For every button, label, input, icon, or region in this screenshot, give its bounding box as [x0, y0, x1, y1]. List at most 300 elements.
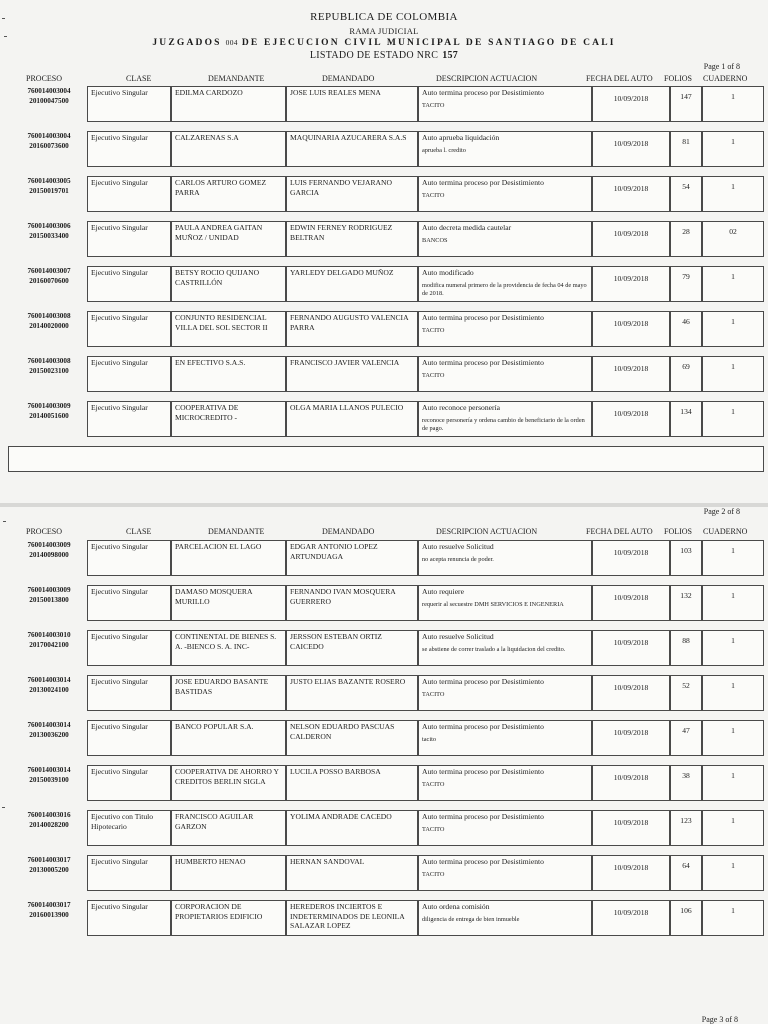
cuaderno-cell [702, 176, 764, 212]
actuacion-detail: TACITO [422, 690, 445, 698]
proceso-cell [11, 765, 87, 801]
proceso-cell [11, 131, 87, 167]
demandado-text: YARLEDY DELGADO MUÑOZ [290, 268, 394, 277]
demandado-text: EDGAR ANTONIO LOPEZ ARTUNDUAGA [290, 542, 378, 561]
actuacion-cell [418, 311, 592, 347]
folios-cell [670, 401, 702, 437]
col-proceso: PROCESO [26, 74, 63, 83]
cuaderno-text: 1 [731, 906, 735, 915]
fecha-text: 10/09/2018 [613, 409, 649, 418]
demandante-text: FRANCISCO AGUILAR GARZON [175, 812, 254, 831]
folios-cell [670, 356, 702, 392]
actuacion-text: Auto termina proceso por Desistimiento [422, 358, 544, 367]
demandado-cell [286, 765, 418, 801]
folios-cell [670, 855, 702, 891]
proceso-number: 20130005200 [29, 865, 69, 874]
demandante-cell [171, 86, 286, 122]
actuacion-cell [418, 630, 592, 666]
listing-label: LISTADO DE ESTADO NRC [309, 50, 439, 61]
clase-cell [87, 221, 171, 257]
actuacion-cell [418, 221, 592, 257]
table-row [8, 538, 764, 583]
cuaderno-text: 1 [731, 92, 735, 101]
clase-text: Ejecutivo Singular [91, 223, 148, 232]
actuacion-detail: modifica numeral primero de la providencia de fecha 04 de mayo de 2018. [422, 281, 587, 298]
demandado-text: NELSON EDUARDO PASCUAS CALDERON [290, 722, 395, 741]
fecha-text: 10/09/2018 [613, 548, 649, 557]
demandado-text: JERSSON ESTEBAN ORTIZ CAICEDO [290, 632, 382, 651]
proceso-number: 20170042100 [29, 640, 69, 649]
actuacion-text: Auto requiere [422, 587, 464, 596]
folios-cell [670, 720, 702, 756]
demandante-cell [171, 765, 286, 801]
clase-cell [87, 311, 171, 347]
demandante-cell [171, 266, 286, 302]
folios-text: 88 [682, 636, 690, 645]
demandado-text: EDWIN FERNEY RODRIGUEZ BELTRAN [290, 223, 393, 242]
clase-text: Ejecutivo Singular [91, 88, 148, 97]
fecha-text: 10/09/2018 [613, 319, 649, 328]
court-number: 004 [225, 38, 238, 47]
cuaderno-text: 1 [731, 317, 735, 326]
proceso-number: 20150039100 [29, 775, 69, 784]
clase-cell [87, 585, 171, 621]
cuaderno-cell [702, 585, 764, 621]
table-row [8, 354, 764, 399]
clase-text: Ejecutivo Singular [91, 677, 148, 686]
col-clase: CLASE [126, 74, 152, 83]
clase-text: Ejecutivo con Titulo Hipotecario [91, 812, 154, 831]
folios-cell [670, 311, 702, 347]
fecha-cell [592, 221, 670, 257]
demandante-cell [171, 585, 286, 621]
cuaderno-text: 02 [729, 227, 737, 236]
fecha-cell [592, 585, 670, 621]
folios-cell [670, 266, 702, 302]
proceso-cell [11, 810, 87, 846]
fecha-cell [592, 401, 670, 437]
demandante-cell [171, 401, 286, 437]
proceso-number: 760014003008 [27, 312, 71, 320]
listing-number: 157 [442, 50, 459, 61]
fecha-cell [592, 675, 670, 711]
cuaderno-cell [702, 86, 764, 122]
demandante-text: COOPERATIVA DE AHORRO Y CREDITOS BERLIN SIGLA [175, 767, 279, 786]
actuacion-cell [418, 720, 592, 756]
table-row [8, 853, 764, 898]
demandante-text: CONJUNTO RESIDENCIAL VILLA DEL SOL SECTOR II [175, 313, 268, 332]
col-proceso: PROCESO [26, 527, 63, 536]
cuaderno-cell [702, 720, 764, 756]
actuacion-text: Auto termina proceso por Desistimiento [422, 677, 544, 686]
col-descripcion: DESCRIPCION ACTUACION [436, 527, 538, 536]
demandado-text: FERNANDO AUGUSTO VALENCIA PARRA [290, 313, 409, 332]
fecha-text: 10/09/2018 [613, 728, 649, 737]
document-sheet-page-2 [0, 507, 768, 1024]
cuaderno-cell [702, 675, 764, 711]
clase-text: Ejecutivo Singular [91, 313, 148, 322]
fecha-cell [592, 810, 670, 846]
clase-text: Ejecutivo Singular [91, 632, 148, 641]
demandado-cell [286, 356, 418, 392]
cuaderno-text: 1 [731, 681, 735, 690]
table-row [8, 628, 764, 673]
folios-text: 106 [680, 906, 692, 915]
proceso-number: 20150023100 [29, 366, 69, 375]
proceso-cell [11, 266, 87, 302]
proceso-number: 760014003004 [27, 132, 71, 140]
proceso-cell [11, 401, 87, 437]
proceso-number: 760014003016 [27, 811, 71, 819]
cuaderno-cell [702, 356, 764, 392]
proceso-number: 20160073600 [29, 141, 69, 150]
demandado-cell [286, 540, 418, 576]
col-descripcion: DESCRIPCION ACTUACION [436, 74, 538, 83]
proceso-cell [11, 311, 87, 347]
demandante-text: BANCO POPULAR S.A. [175, 722, 254, 731]
folios-text: 81 [682, 137, 690, 146]
fecha-cell [592, 86, 670, 122]
actuacion-text: Auto aprueba liquidación [422, 133, 500, 142]
folios-cell [670, 810, 702, 846]
cuaderno-cell [702, 765, 764, 801]
clase-text: Ejecutivo Singular [91, 587, 148, 596]
actuacion-cell [418, 540, 592, 576]
demandado-text: OLGA MARIA LLANOS PULECIO [290, 403, 404, 412]
proceso-number: 20150033400 [29, 231, 69, 240]
demandante-cell [171, 221, 286, 257]
actuacion-text: Auto termina proceso por Desistimiento [422, 857, 544, 866]
actuacion-detail: TACITO [422, 825, 445, 833]
court-prefix: JUZGADOS [152, 38, 222, 48]
table-row [8, 808, 764, 853]
demandante-text: CARLOS ARTURO GOMEZ PARRA [175, 178, 267, 197]
demandante-text: EN EFECTIVO S.A.S. [175, 358, 246, 367]
folios-text: 69 [682, 362, 690, 371]
folios-text: 52 [682, 681, 690, 690]
clase-text: Ejecutivo Singular [91, 403, 148, 412]
clase-text: Ejecutivo Singular [91, 857, 148, 866]
proceso-number: 760014003009 [27, 541, 71, 549]
actuacion-cell [418, 585, 592, 621]
actuacion-text: Auto termina proceso por Desistimiento [422, 722, 544, 731]
demandado-text: HEREDEROS INCIERTOS E INDETERMINADOS DE LEONILA SALAZAR LOPEZ [290, 902, 405, 930]
actuacion-text: Auto termina proceso por Desistimiento [422, 88, 544, 97]
actuacion-detail: BANCOS [422, 236, 448, 244]
listing-heading [0, 50, 768, 61]
demandante-text: PARCELACION EL LAGO [175, 542, 262, 551]
cuaderno-text: 1 [731, 726, 735, 735]
fecha-cell [592, 176, 670, 212]
col-folios: FOLIOS [664, 527, 693, 536]
actuacion-cell [418, 675, 592, 711]
clase-cell [87, 86, 171, 122]
demandante-text: JOSE EDUARDO BASANTE BASTIDAS [175, 677, 269, 696]
cuaderno-text: 1 [731, 407, 735, 416]
clase-cell [87, 720, 171, 756]
page-number: Page 1 of 8 [703, 62, 740, 71]
actuacion-detail: reconoce personería y ordena cambio de beneficiario de la orden de pago. [422, 416, 585, 433]
folios-cell [670, 765, 702, 801]
fecha-cell [592, 266, 670, 302]
empty-row-box [8, 446, 764, 472]
clase-text: Ejecutivo Singular [91, 542, 148, 551]
fecha-text: 10/09/2018 [613, 184, 649, 193]
demandado-text: MAQUINARIA AZUCARERA S.A.S [290, 133, 407, 142]
demandado-cell [286, 176, 418, 212]
proceso-number: 760014003014 [27, 721, 71, 729]
demandante-text: COOPERATIVA DE MICROCREDITO - [175, 403, 239, 422]
proceso-cell [11, 86, 87, 122]
actuacion-text: Auto decreta medida cautelar [422, 223, 512, 232]
fecha-text: 10/09/2018 [613, 139, 649, 148]
proceso-cell [11, 540, 87, 576]
fecha-cell [592, 720, 670, 756]
proceso-number: 760014003017 [27, 856, 71, 864]
col-demandado: DEMANDADO [322, 74, 375, 83]
actuacion-detail: TACITO [422, 101, 445, 109]
actuacion-cell [418, 810, 592, 846]
col-fecha: FECHA DEL AUTO [586, 74, 653, 83]
folios-cell [670, 630, 702, 666]
actuacion-text: Auto termina proceso por Desistimiento [422, 313, 544, 322]
clase-cell [87, 630, 171, 666]
fecha-text: 10/09/2018 [613, 773, 649, 782]
demandado-cell [286, 630, 418, 666]
clase-cell [87, 356, 171, 392]
proceso-number: 20140051600 [29, 411, 69, 420]
proceso-number: 760014003007 [27, 267, 71, 275]
republic-heading: REPUBLICA DE COLOMBIA [310, 11, 458, 23]
demandante-text: BETSY ROCIO QUIJANO CASTRILLÓN [175, 268, 260, 287]
actuacion-text: Auto resuelve Solicitud [422, 542, 494, 551]
fecha-text: 10/09/2018 [613, 229, 649, 238]
col-cuaderno: CUADERNO [703, 74, 748, 83]
cuaderno-cell [702, 630, 764, 666]
demandado-cell [286, 855, 418, 891]
folios-cell [670, 540, 702, 576]
clase-text: Ejecutivo Singular [91, 178, 148, 187]
proceso-number: 20150013800 [29, 595, 69, 604]
actuacion-detail: tacito [422, 735, 436, 743]
col-fecha: FECHA DEL AUTO [586, 527, 653, 536]
demandante-cell [171, 720, 286, 756]
records-table [8, 84, 764, 474]
demandado-cell [286, 810, 418, 846]
folios-cell [670, 131, 702, 167]
actuacion-cell [418, 356, 592, 392]
demandado-cell [286, 86, 418, 122]
clase-text: Ejecutivo Singular [91, 133, 148, 142]
folios-text: 103 [680, 546, 692, 555]
cuaderno-cell [702, 855, 764, 891]
cuaderno-cell [702, 810, 764, 846]
proceso-cell [11, 855, 87, 891]
fecha-text: 10/09/2018 [613, 274, 649, 283]
folios-text: 46 [682, 317, 690, 326]
folios-cell [670, 585, 702, 621]
fecha-cell [592, 311, 670, 347]
folios-text: 147 [680, 92, 692, 101]
demandado-text: JOSE LUIS REALES MENA [290, 88, 381, 97]
cuaderno-text: 1 [731, 591, 735, 600]
folios-cell [670, 675, 702, 711]
proceso-number: 20130024100 [29, 685, 69, 694]
actuacion-cell [418, 401, 592, 437]
actuacion-text: Auto reconoce personería [422, 403, 501, 412]
cuaderno-cell [702, 221, 764, 257]
proceso-number: 760014003008 [27, 357, 71, 365]
proceso-cell [11, 356, 87, 392]
proceso-number: 760014003009 [27, 402, 71, 410]
demandante-text: CONTINENTAL DE BIENES S. A. -BIENCO S. A. INC- [175, 632, 277, 651]
proceso-cell [11, 176, 87, 212]
cuaderno-text: 1 [731, 137, 735, 146]
proceso-number: 760014003005 [27, 177, 71, 185]
table-row [8, 583, 764, 628]
demandado-cell [286, 131, 418, 167]
fecha-text: 10/09/2018 [613, 818, 649, 827]
fecha-cell [592, 765, 670, 801]
folios-cell [670, 221, 702, 257]
demandado-cell [286, 401, 418, 437]
cuaderno-cell [702, 131, 764, 167]
clase-cell [87, 765, 171, 801]
demandado-text: LUIS FERNANDO VEJARANO GARCIA [290, 178, 392, 197]
proceso-number: 20160013900 [29, 910, 69, 919]
proceso-number: 760014003014 [27, 766, 71, 774]
proceso-number: 20140028200 [29, 820, 69, 829]
fecha-text: 10/09/2018 [613, 683, 649, 692]
col-demandante: DEMANDANTE [208, 527, 265, 536]
col-folios: FOLIOS [664, 74, 693, 83]
clase-text: Ejecutivo Singular [91, 767, 148, 776]
proceso-number: 760014003006 [27, 222, 71, 230]
demandado-text: LUCILA POSSO BARBOSA [290, 767, 381, 776]
demandante-cell [171, 356, 286, 392]
proceso-number: 760014003009 [27, 586, 71, 594]
clase-cell [87, 675, 171, 711]
actuacion-cell [418, 765, 592, 801]
clase-cell [87, 401, 171, 437]
proceso-number: 20130036200 [29, 730, 69, 739]
actuacion-text: Auto ordena comisión [422, 902, 490, 911]
clase-cell [87, 131, 171, 167]
demandante-text: CALZARENAS S.A [175, 133, 239, 142]
actuacion-detail: TACITO [422, 371, 445, 379]
actuacion-detail: no acepta renuncia de poder. [422, 555, 494, 563]
proceso-cell [11, 900, 87, 936]
actuacion-detail: TACITO [422, 870, 445, 878]
fecha-text: 10/09/2018 [613, 364, 649, 373]
cuaderno-cell [702, 900, 764, 936]
actuacion-detail: TACITO [422, 326, 445, 334]
folios-cell [670, 900, 702, 936]
next-page-number: Page 3 of 8 [701, 1015, 738, 1024]
actuacion-cell [418, 900, 592, 936]
demandante-cell [171, 855, 286, 891]
demandante-text: DAMASO MOSQUERA MURILLO [175, 587, 253, 606]
fecha-cell [592, 356, 670, 392]
cuaderno-text: 1 [731, 861, 735, 870]
folios-text: 54 [682, 182, 690, 191]
cuaderno-text: 1 [731, 636, 735, 645]
actuacion-detail: requerir al secuestre DMH SERVICIOS E INGENERIA [422, 600, 564, 608]
fecha-cell [592, 855, 670, 891]
cuaderno-text: 1 [731, 771, 735, 780]
folios-text: 79 [682, 272, 690, 281]
folios-text: 134 [680, 407, 692, 416]
proceso-number: 20160070600 [29, 276, 69, 285]
table-row [8, 264, 764, 309]
demandante-cell [171, 131, 286, 167]
table-row [8, 763, 764, 808]
demandante-cell [171, 311, 286, 347]
demandante-cell [171, 176, 286, 212]
actuacion-text: Auto modificado [422, 268, 474, 277]
fecha-cell [592, 131, 670, 167]
actuacion-cell [418, 176, 592, 212]
table-row [8, 219, 764, 264]
actuacion-detail: TACITO [422, 780, 445, 788]
actuacion-cell [418, 86, 592, 122]
folios-text: 38 [682, 771, 690, 780]
proceso-cell [11, 720, 87, 756]
clase-text: Ejecutivo Singular [91, 902, 148, 911]
clase-text: Ejecutivo Singular [91, 358, 148, 367]
demandado-text: HERNAN SANDOVAL [290, 857, 365, 866]
actuacion-detail: aprueba l. credito [422, 146, 466, 154]
clase-text: Ejecutivo Singular [91, 268, 148, 277]
document-sheet-page-1 [0, 0, 768, 503]
demandado-text: FRANCISCO JAVIER VALENCIA [290, 358, 400, 367]
table-row [8, 898, 764, 943]
proceso-number: 20100047500 [29, 96, 69, 105]
court-suffix: DE EJECUCION CIVIL MUNICIPAL DE SANTIAGO DE CALI [241, 38, 616, 48]
col-demandante: DEMANDANTE [208, 74, 265, 83]
proceso-number: 20150019701 [29, 186, 69, 195]
fecha-cell [592, 900, 670, 936]
demandante-cell [171, 810, 286, 846]
actuacion-cell [418, 855, 592, 891]
table-row [8, 399, 764, 444]
cuaderno-cell [702, 401, 764, 437]
records-table [8, 538, 764, 943]
demandado-cell [286, 900, 418, 936]
proceso-cell [11, 675, 87, 711]
folios-text: 47 [682, 726, 690, 735]
table-row [8, 309, 764, 354]
clase-cell [87, 176, 171, 212]
col-clase: CLASE [126, 527, 152, 536]
folios-text: 28 [682, 227, 690, 236]
demandante-cell [171, 540, 286, 576]
folios-text: 132 [680, 591, 692, 600]
actuacion-cell [418, 131, 592, 167]
demandante-cell [171, 675, 286, 711]
fecha-cell [592, 630, 670, 666]
clase-cell [87, 855, 171, 891]
folios-text: 123 [680, 816, 692, 825]
demandado-cell [286, 266, 418, 302]
clase-cell [87, 266, 171, 302]
fecha-text: 10/09/2018 [613, 863, 649, 872]
actuacion-cell [418, 266, 592, 302]
table-row [8, 718, 764, 763]
proceso-cell [11, 221, 87, 257]
actuacion-text: Auto termina proceso por Desistimiento [422, 767, 544, 776]
demandado-cell [286, 311, 418, 347]
